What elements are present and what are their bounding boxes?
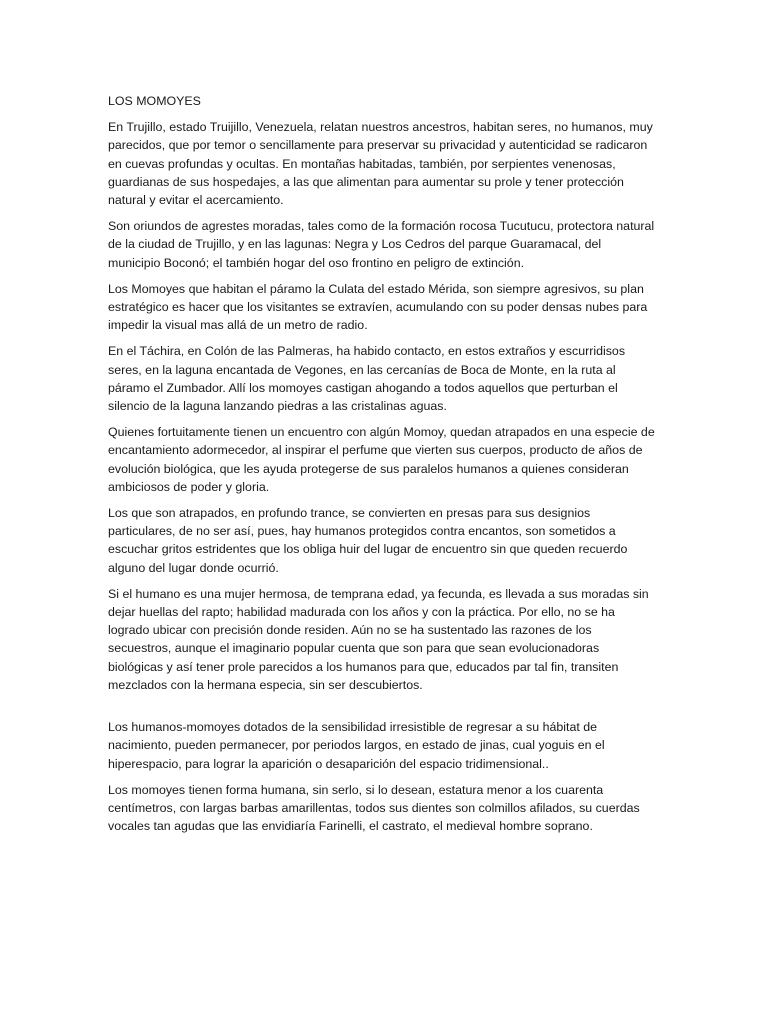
paragraph-2: Son oriundos de agrestes moradas, tales como de la formación rocosa Tucutucu, protectora natural de la ciudad de Trujillo, y en las lagunas: Negra y Los Cedros del parque Guaramacal, del municipio Boconó; el también hogar del oso frontino en peligro de extinción. [108,219,655,270]
document-title: LOS MOMOYES [108,94,201,108]
paragraph-6: Los que son atrapados, en profundo trance, se convierten en presas para sus designios particulares, de no ser así, pues, hay humanos protegidos contra encantos, son sometidos a escuchar gritos estridentes que los obliga huir del lugar de encuentro sin que queden recuerdo alguno del lugar donde ocurrió. [108,506,628,575]
paragraph-7: Si el humano es una mujer hermosa, de temprana edad, ya fecunda, es llevada a sus moradas sin dejar huellas del rapto; habilidad madurada con los años y con la práctica. Por ello, no se ha logrado ubicar con precisión donde residen. Aún no se ha sustentado las razones de los secuestros, aunque el imaginario popular cuenta que son para que sean evolucionadoras biológicas y así tener prole parecidos a los humanos para que, educados par tal fin, transiten mezclados con la hermana especia, sin ser descubiertos. [108,586,649,692]
paragraph-5: Quienes fortuitamente tienen un encuentro con algún Momoy, quedan atrapados en una especie de encantamiento adormecedor, al inspirar el perfume que vierten sus cuerpos, producto de años de evolución biológica, que les ayuda protegerse de sus paralelos humanos a quienes consideran ambiciosos de poder y gloria. [108,425,655,494]
paragraph-3: Los Momoyes que habitan el páramo la Culata del estado Mérida, son siempre agresivos, su plan estratégico es hacer que los visitantes se extravíen, acumulando con su poder densas nubes para impedir la visual mas allá de un metro de radio. [108,281,648,333]
paragraph-4: En el Táchira, en Colón de las Palmeras, ha habido contacto, en estos extraños y escurridisos seres, en la laguna encantada de Vegones, en las cercanías de Boca de Monte, en la ruta al páramo el Zumbador. Allí los momoyes castigan ahogando a todos aquellos que perturban el silencio de la laguna lanzando piedras a las cristalinas aguas. [108,344,626,414]
paragraph-8: Los humanos-momoyes dotados de la sensibilidad irresistible de regresar a su hábitat de nacimiento, pueden permanecer, por periodos largos, en estado de jinas, cual yoguis en el hiperespacio, para lograr la aparición o desaparición del espacio tridimensional.. [108,720,605,771]
document-page [108,92,656,843]
paragraph-9: Los momoyes tienen forma humana, sin serlo, si lo desean, estatura menor a los cuarenta centímetros, con largas barbas amarillentas, todos sus dientes son colmillos afilados, su cuerdas vocales tan agudas que las envidiaría Farinelli, el castrato, el medieval hombre soprano. [108,782,640,834]
paragraph-1: En Trujillo, estado Truijillo, Venezuela, relatan nuestros ancestros, habitan seres, no humanos, muy parecidos, que por temor o sencillamente para preservar su privacidad y autenticidad se radicaron en cuevas profundas y ocultas. En montañas habitadas, también, por serpientes venenosas, guardianas de sus hospedajes, a las que alimentan para aumentar su prole y tener protección natural y evitar el acercamiento. [108,120,653,208]
